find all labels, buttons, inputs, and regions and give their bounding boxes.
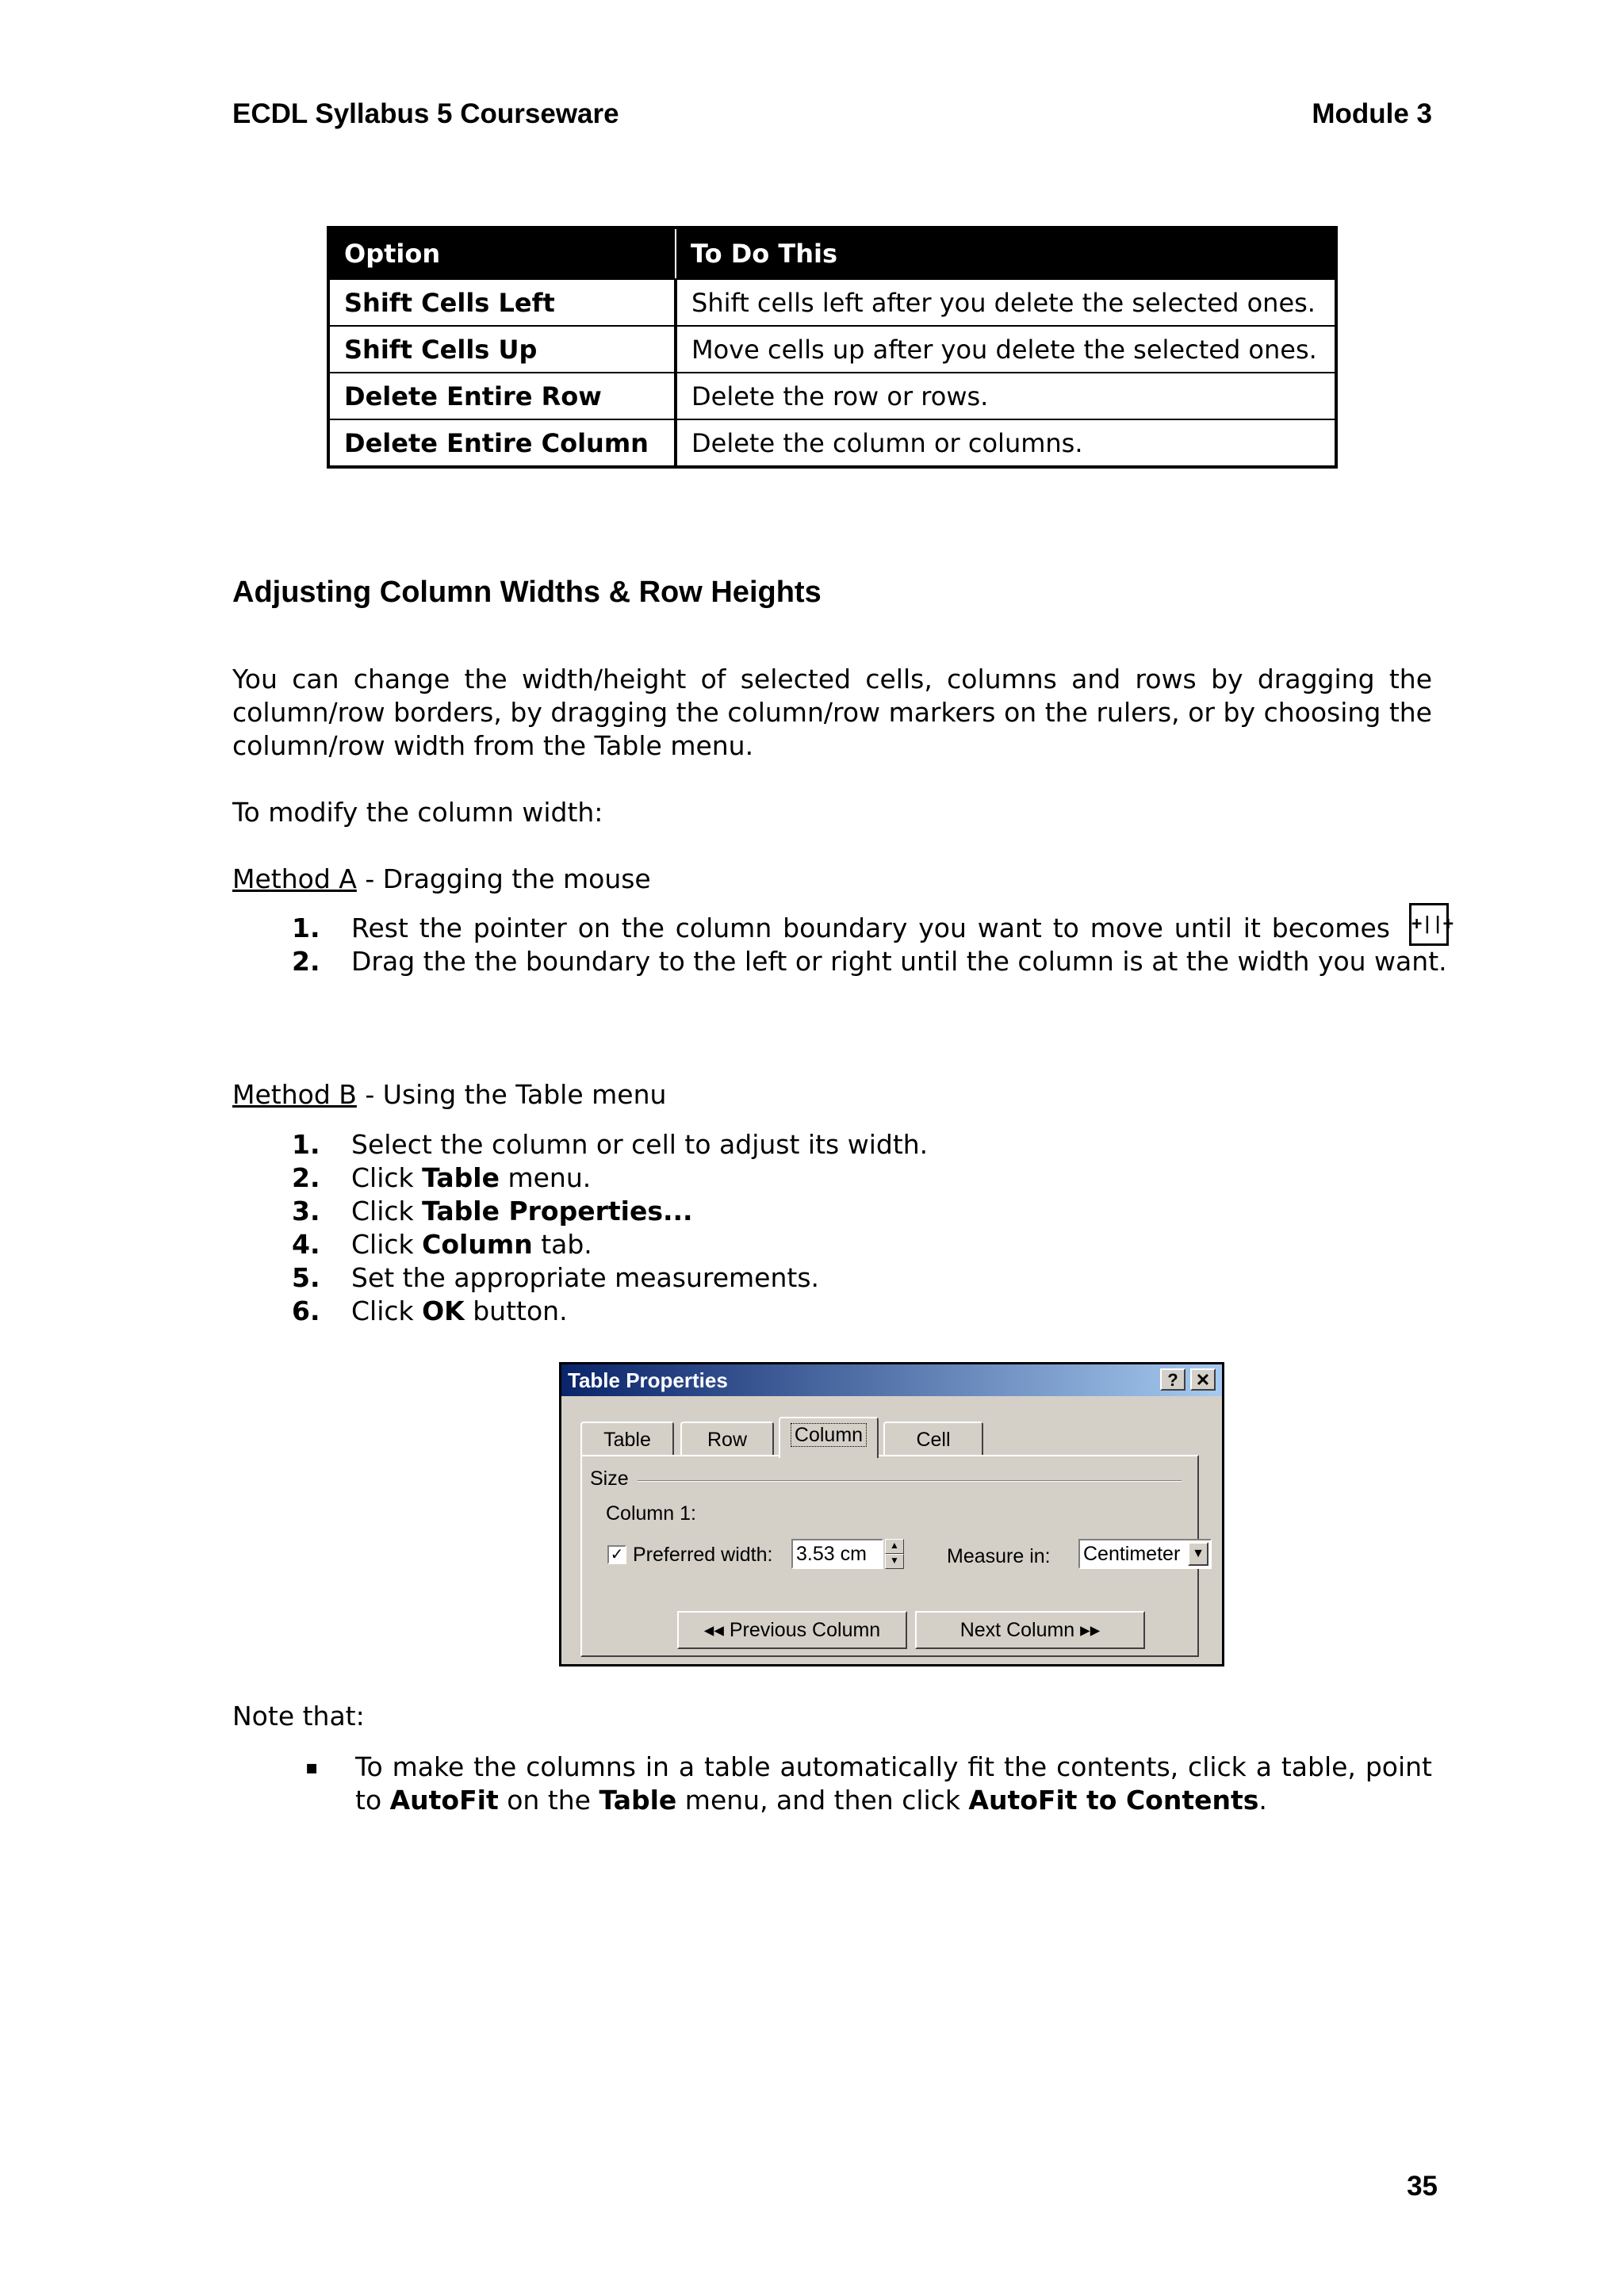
step-number: 5. xyxy=(292,1262,320,1293)
step-bold: Table xyxy=(422,1162,500,1193)
table-cell-option: Shift Cells Up xyxy=(328,326,676,373)
list-item xyxy=(232,1295,1432,1328)
note-text: on the xyxy=(498,1785,599,1816)
step-text: Click xyxy=(351,1196,423,1226)
chevron-down-icon[interactable]: ▼ xyxy=(1188,1542,1208,1566)
table-cell-action: Shift cells left after you delete the selected ones. xyxy=(676,279,1336,326)
method-b-label: Method B xyxy=(232,1079,357,1110)
tab-label: Row xyxy=(707,1429,747,1451)
preferred-width-label: Preferred width: xyxy=(633,1544,773,1566)
step-text: Rest the pointer on the column boundary you want to move until it becomes xyxy=(351,913,1390,943)
step-text: Drag the the boundary to the left or right until the column is at the width you want. xyxy=(351,946,1447,977)
tab-row[interactable] xyxy=(680,1422,774,1456)
step-text: Click xyxy=(351,1295,423,1326)
modify-line: To modify the column width: xyxy=(232,797,603,828)
list-item xyxy=(232,1751,1432,1817)
step-number: 1. xyxy=(292,1129,320,1160)
note-text: To make the columns in a table automatically fit the contents, click a table, point to xyxy=(355,1751,1432,1816)
tab-cell[interactable] xyxy=(883,1422,983,1456)
method-a-desc: - Dragging the mouse xyxy=(356,863,651,894)
step-text-end: button. xyxy=(464,1295,568,1326)
step-number: 2. xyxy=(292,946,320,977)
note-intro: Note that: xyxy=(232,1701,365,1732)
options-table xyxy=(327,226,1338,469)
method-a-heading xyxy=(232,863,1432,896)
method-a-label: Method A xyxy=(232,863,357,894)
spin-up-icon[interactable]: ▲ xyxy=(885,1539,904,1554)
step-text: Click xyxy=(351,1229,423,1260)
note-bold-autofit-contents: AutoFit to Contents xyxy=(968,1785,1259,1816)
table-cell-action: Move cells up after you delete the selected ones. xyxy=(676,326,1336,373)
tab-label: Column xyxy=(791,1423,867,1447)
step-number: 2. xyxy=(292,1162,320,1193)
note-bold-table: Table xyxy=(599,1785,677,1816)
step-text: Click xyxy=(351,1162,423,1193)
table-cell-option: Delete Entire Row xyxy=(328,373,676,419)
step-text: Set the appropriate measurements. xyxy=(351,1262,820,1293)
measure-in-select[interactable] xyxy=(1078,1539,1212,1569)
step-number: 1. xyxy=(292,913,320,943)
step-bold: Column xyxy=(422,1229,533,1260)
list-item xyxy=(232,1128,1432,1161)
table-header-action: To Do This xyxy=(676,228,1336,279)
table-header-row xyxy=(328,228,1336,279)
table-row xyxy=(328,326,1336,373)
table-row xyxy=(328,419,1336,467)
tab-table[interactable] xyxy=(580,1422,674,1456)
preferred-width-input[interactable]: 3.53 cm xyxy=(791,1539,883,1569)
column-number-label: Column 1: xyxy=(606,1502,696,1525)
page-number: 35 xyxy=(1407,2171,1438,2202)
table-row xyxy=(328,373,1336,419)
size-group-label: Size xyxy=(590,1468,629,1490)
note-list xyxy=(232,1751,1432,1817)
intro-paragraph: You can change the width/height of selected cells, columns and rows by dragging the column/row borders, by dragging the column/row markers on the rulers, or by choosing the column/row width from the Table menu. xyxy=(232,664,1432,761)
note-bold-autofit: AutoFit xyxy=(389,1785,499,1816)
close-icon[interactable]: ✕ xyxy=(1190,1368,1216,1391)
column-tab-panel xyxy=(580,1455,1205,1657)
step-number: 4. xyxy=(292,1229,320,1260)
step-text: Select the column or cell to adjust its width. xyxy=(351,1129,929,1160)
measure-in-value: Centimeter xyxy=(1083,1543,1181,1565)
measure-in-label: Measure in: xyxy=(947,1545,1051,1567)
tab-label: Cell xyxy=(916,1429,951,1451)
help-icon[interactable]: ? xyxy=(1160,1368,1185,1391)
spin-down-icon[interactable]: ▼ xyxy=(885,1554,904,1569)
width-spinner[interactable] xyxy=(885,1539,904,1569)
method-b-steps xyxy=(232,1128,1432,1328)
table-cell-action: Delete the column or columns. xyxy=(676,419,1336,467)
method-b-desc: - Using the Table menu xyxy=(356,1079,667,1110)
list-item xyxy=(232,912,1390,945)
list-item xyxy=(232,1195,1432,1228)
step-number: 6. xyxy=(292,1295,320,1326)
step-text-end: menu. xyxy=(499,1162,592,1193)
table-row xyxy=(328,279,1336,326)
tab-column[interactable] xyxy=(779,1417,879,1458)
list-item xyxy=(232,945,1551,978)
column-resize-cursor-icon: +||+ xyxy=(1409,903,1449,946)
list-item xyxy=(232,1261,1432,1295)
preferred-width-checkbox[interactable]: ✓ xyxy=(607,1545,626,1564)
method-b-heading xyxy=(232,1078,1432,1112)
section-title: Adjusting Column Widths & Row Heights xyxy=(232,576,822,609)
header-module: Module 3 xyxy=(1312,98,1432,129)
header-title: ECDL Syllabus 5 Courseware xyxy=(232,98,619,129)
bullet-icon: ▪ xyxy=(305,1756,319,1778)
list-item xyxy=(232,1161,1432,1195)
table-cell-option: Shift Cells Left xyxy=(328,279,676,326)
table-header-option: Option xyxy=(328,228,676,279)
dialog-title: Table Properties xyxy=(568,1368,728,1392)
group-divider xyxy=(638,1480,1182,1482)
list-item xyxy=(232,1228,1432,1261)
dialog-title-bar xyxy=(561,1364,1222,1396)
step-number: 3. xyxy=(292,1196,320,1226)
table-cell-action: Delete the row or rows. xyxy=(676,373,1336,419)
step-text-end: tab. xyxy=(532,1229,592,1260)
note-text-end: . xyxy=(1258,1785,1267,1816)
previous-column-button[interactable]: ◂◂ Previous Column xyxy=(677,1611,907,1649)
step-bold: OK xyxy=(422,1295,465,1326)
method-a-steps xyxy=(232,912,1447,978)
table-cell-option: Delete Entire Column xyxy=(328,419,676,467)
note-text: menu, and then click xyxy=(676,1785,969,1816)
step-bold: Table Properties... xyxy=(422,1196,693,1226)
table-properties-dialog xyxy=(559,1362,1224,1667)
tab-label: Table xyxy=(603,1429,651,1451)
next-column-button[interactable]: Next Column ▸▸ xyxy=(915,1611,1145,1649)
